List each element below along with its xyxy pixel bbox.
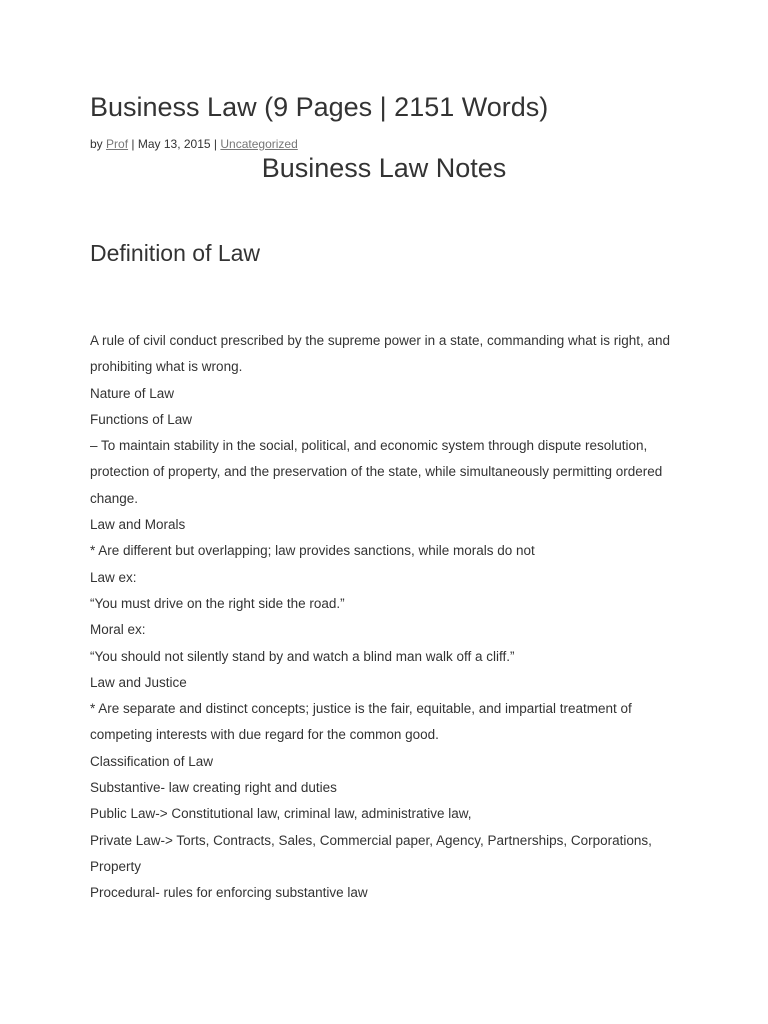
body-line: “You must drive on the right side the road.” — [90, 595, 345, 611]
meta-by-label: by — [90, 137, 103, 151]
body-line: Classification of Law — [90, 753, 214, 769]
post-title: Business Law (9 Pages | 2151 Words) — [90, 92, 549, 122]
meta-separator: | — [131, 137, 135, 151]
post-meta — [90, 137, 298, 151]
body-line: “You should not silently stand by and watch a blind man walk off a cliff.” — [90, 648, 515, 664]
section-heading: Definition of Law — [90, 240, 261, 266]
body-paragraph: A rule of civil conduct prescribed by the supreme power in a state, commanding what is right, and prohibiting what is wrong. — [90, 333, 671, 375]
body-line: Functions of Law — [90, 411, 193, 427]
body-line: Law ex: — [90, 569, 137, 585]
notes-heading: Business Law Notes — [261, 153, 507, 183]
body-line: Procedural- rules for enforcing substantive law — [90, 885, 368, 901]
body-line: Public Law-> Constitutional law, criminal law, administrative law, — [90, 806, 472, 822]
body-line: Law and Justice — [90, 674, 187, 690]
category-link[interactable]: Uncategorized — [220, 137, 298, 151]
body-text — [90, 328, 680, 907]
body-paragraph: – To maintain stability in the social, political, and economic system through dispute resolution, protection of property, and the preservation of the state, while simultaneously permitting ordered change. — [90, 438, 663, 506]
body-paragraph: * Are separate and distinct concepts; justice is the fair, equitable, and impartial treatment of competing interests with due regard for the common good. — [90, 701, 632, 743]
author-link[interactable]: Prof — [106, 137, 129, 151]
body-paragraph: Private Law-> Torts, Contracts, Sales, Commercial paper, Agency, Partnerships, Corporations, Property — [90, 832, 652, 874]
body-line: Moral ex: — [90, 622, 146, 638]
body-line: Substantive- law creating right and duties — [90, 780, 337, 796]
body-line: * Are different but overlapping; law provides sanctions, while morals do not — [90, 543, 535, 559]
body-line: Nature of Law — [90, 385, 175, 401]
post-date: May 13, 2015 — [137, 137, 211, 151]
meta-separator: | — [213, 137, 218, 151]
body-line: Law and Morals — [90, 517, 186, 533]
